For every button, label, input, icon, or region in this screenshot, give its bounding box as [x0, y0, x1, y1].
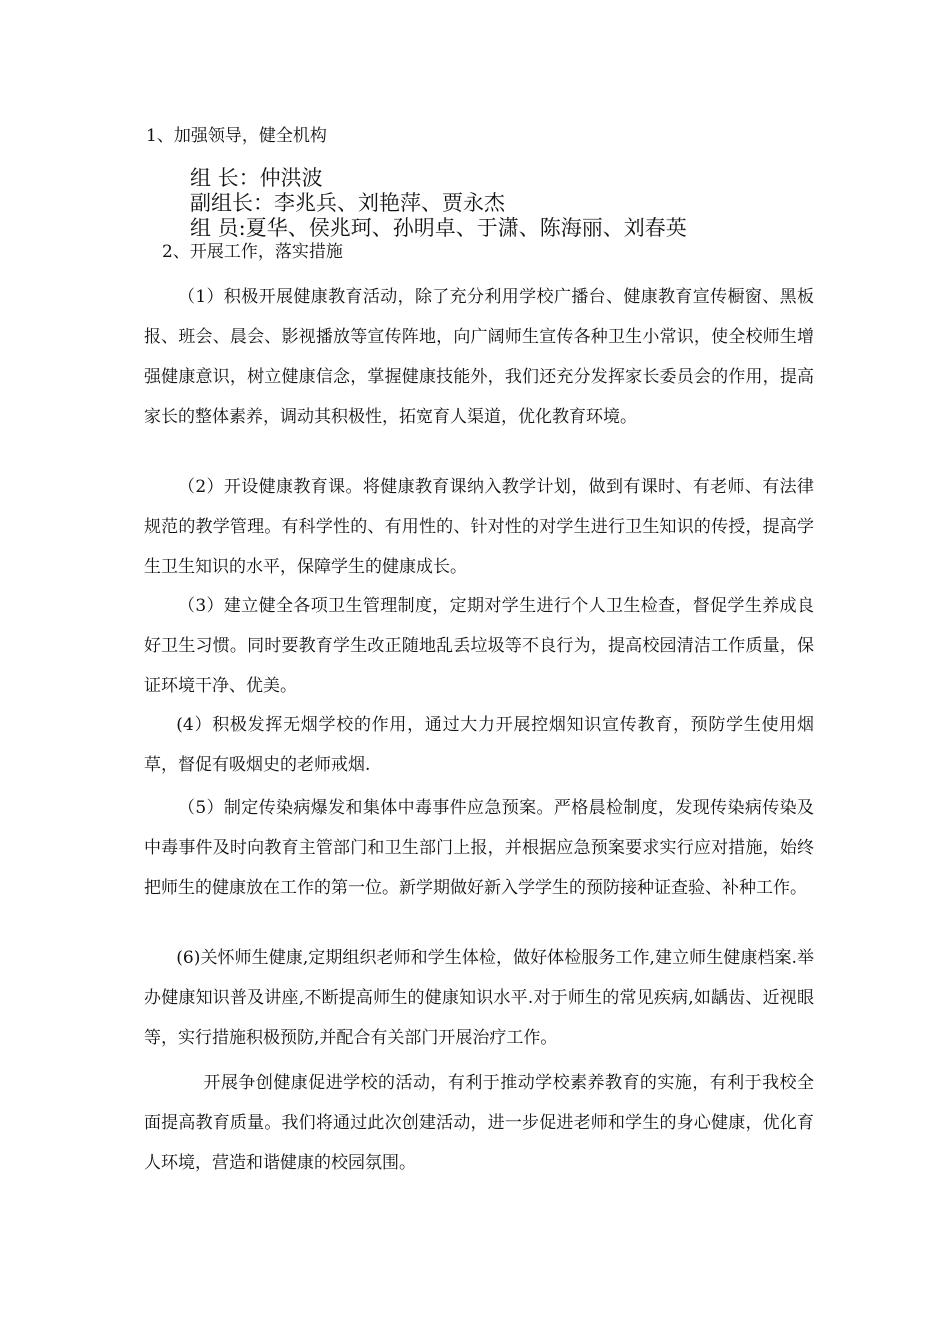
- section-2-heading: 2、开展工作，落实措施: [162, 242, 343, 262]
- leadership-roster: [190, 166, 687, 241]
- measure-paragraph-1: （1）积极开展健康教育活动，除了充分利用学校广播台、健康教育宣传橱窗、黑板报、班会、晨会、影视播放等宣传阵地，向广阔师生宣传各种卫生小常识，使全校师生增强健康意识，树立健康信念，掌握健康技能外，我们还充分发挥家长委员会的作用，提高家长的整体素养，调动其积极性，拓宽育人渠道，优化教育环境。: [144, 287, 814, 427]
- roster-deputy: 副组长：李兆兵、刘艳萍、贾永杰: [190, 191, 505, 215]
- measure-paragraph-3: （3）建立健全各项卫生管理制度，定期对学生进行个人卫生检查，督促学生养成良好卫生习惯。同时要教育学生改正随地乱丢垃圾等不良行为，提高校园清洁工作质量，保证环境干净、优美。: [144, 596, 814, 696]
- measure-paragraph-4: (4）积极发挥无烟学校的作用，通过大力开展控烟知识宣传教育，预防学生使用烟草，督促有吸烟史的老师戒烟.: [144, 715, 814, 775]
- roster-leader: 组 长：仲洪波: [190, 166, 323, 190]
- roster-members: 组 员:夏华、侯兆珂、孙明卓、于潇、陈海丽、刘春英: [190, 216, 687, 240]
- measure-paragraph-5: （5）制定传染病爆发和集体中毒事件应急预案。严格晨检制度，发现传染病传染及中毒事件及时向教育主管部门和卫生部门上报，并根据应急预案要求实行应对措施，始终把师生的健康放在工作的第一位。新学期做好新入学学生的预防接种证查验、补种工作。: [144, 798, 814, 898]
- measure-paragraph-6: (6)关怀师生健康,定期组织老师和学生体检，做好体检服务工作,建立师生健康档案.举办健康知识普及讲座,不断提高师生的健康知识水平.对于师生的常见疾病,如龋齿、近视眼等，实行措施积极预防,并配合有关部门开展治疗工作。: [144, 948, 814, 1048]
- section-1-heading: 1、加强领导，健全机构: [146, 126, 327, 146]
- measure-paragraph-2: （2）开设健康教育课。将健康教育课纳入教学计划，做到有课时、有老师、有法律规范的教学管理。有科学性的、有用性的、针对性的对学生进行卫生知识的传授，提高学生卫生知识的水平，保障学生的健康成长。: [144, 477, 814, 577]
- conclusion-paragraph: 开展争创健康促进学校的活动，有利于推动学校素养教育的实施，有利于我校全面提高教育质量。我们将通过此次创建活动，进一步促进老师和学生的身心健康，优化育人环境，营造和谐健康的校园氛围。: [144, 1073, 814, 1173]
